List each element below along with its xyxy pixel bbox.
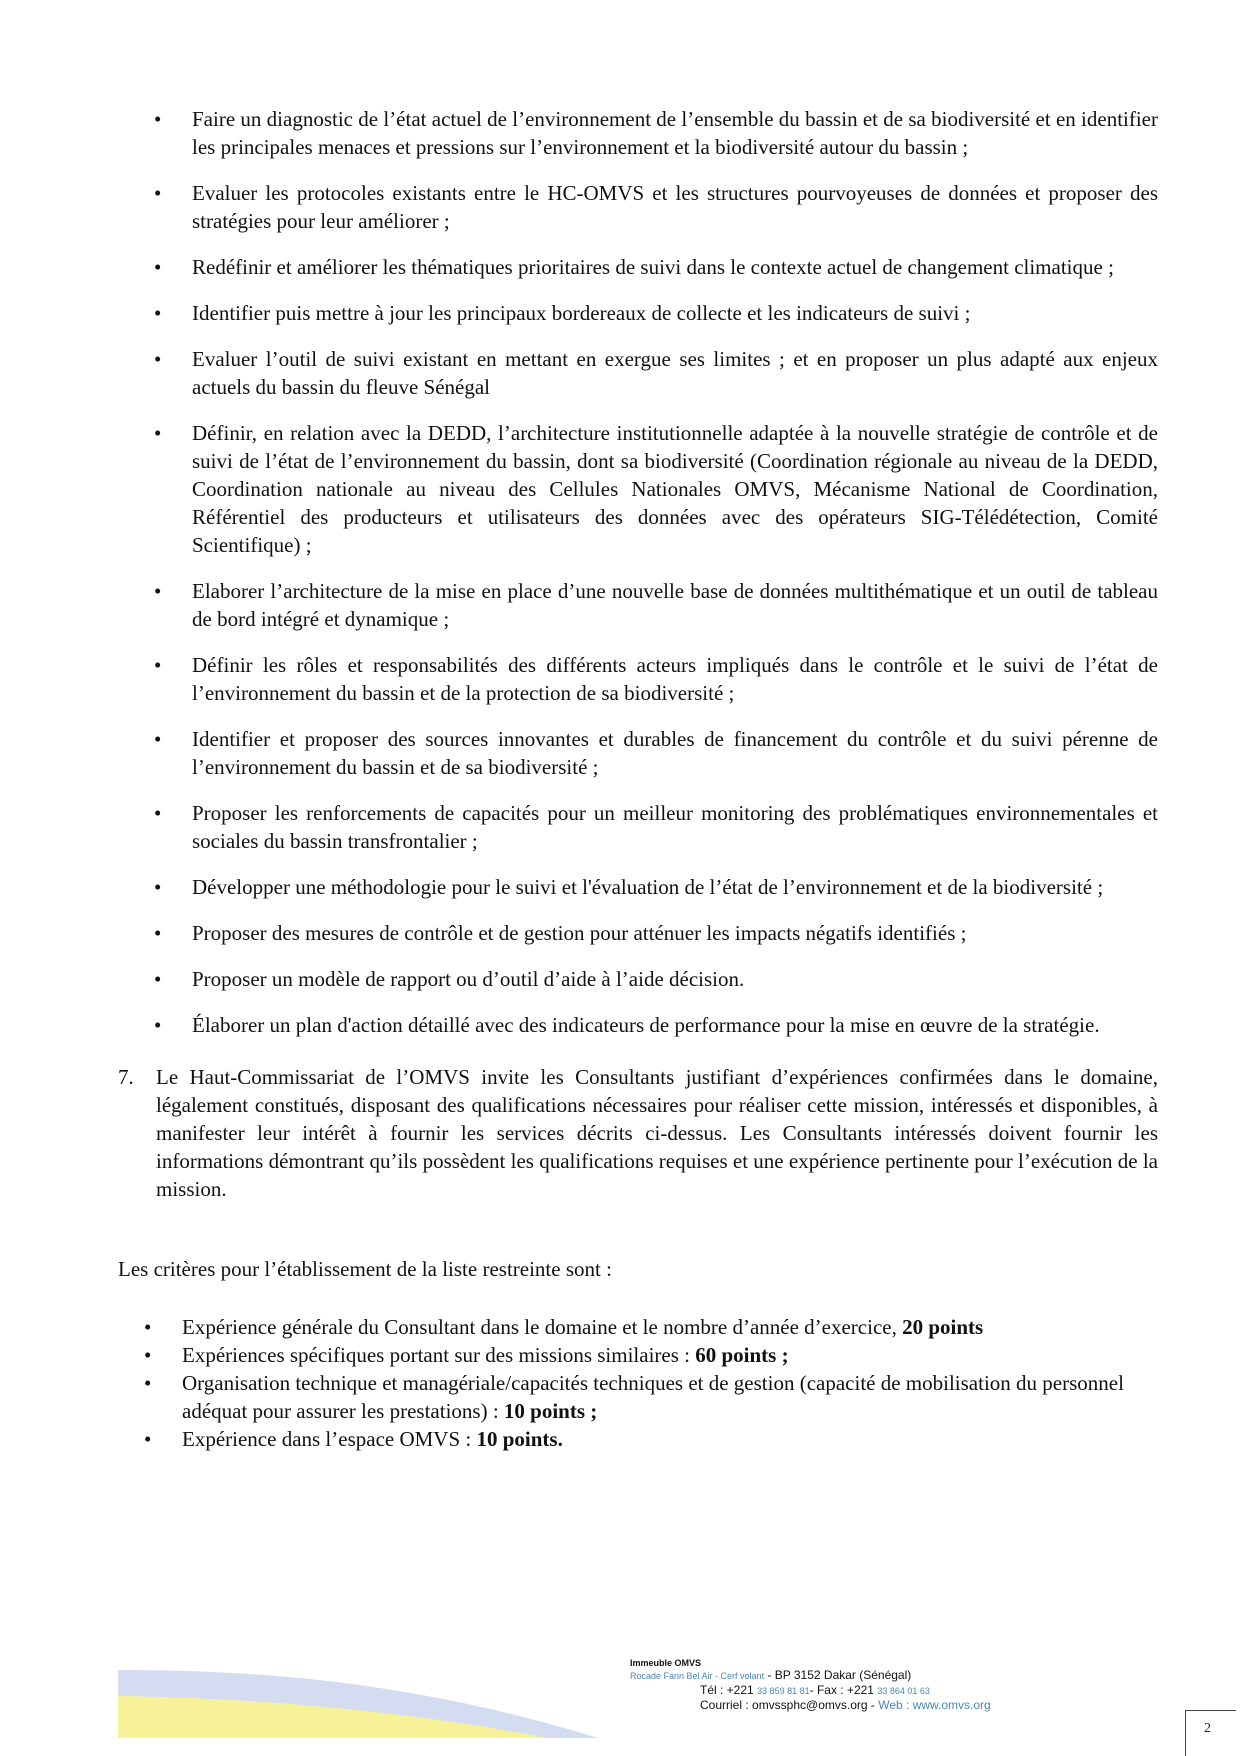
bullet-icon: • (154, 653, 162, 677)
task-item: • Définir, en relation avec la DEDD, l’architecture institutionnelle adaptée à la nouvelle stratégie de contrôle et de suivi de l’état de l’environnement du bassin, dont sa biodiversité (Coordination régionale au niveau de la DEDD, Coordination nationale au niveau des Cellules Nationales OMVS, Mécanisme National de Coordination, Référentiel des producteurs et utilisateurs des données avec des opérateurs SIG-Télédétection, Comité Scientifique) ; (154, 421, 1158, 557)
criteria-points: 10 points. (476, 1427, 563, 1451)
task-item: • Identifier et proposer des sources innovantes et durables de financement du contrôle et du suivi pérenne de l’environnement du bassin et de sa biodiversité ; (154, 727, 1158, 779)
task-item: • Proposer les renforcements de capacités pour un meilleur monitoring des problématiques environnementales et sociales du bassin transfrontalier ; (154, 801, 1158, 853)
footer-fax-number: 33 864 01 63 (877, 1686, 930, 1696)
footer-address: Rocade Fann Bel Air - Cerf volant - BP 3152 Dakar (Sénégal) (630, 1668, 912, 1682)
task-item: • Identifier puis mettre à jour les principaux bordereaux de collecte et les indicateurs de suivi ; (154, 301, 971, 325)
bullet-icon: • (154, 727, 162, 751)
footer-email: Courriel : omvssphc@omvs.org - (700, 1698, 879, 1712)
footer-email-web (630, 1698, 991, 1712)
task-item: • Elaborer l’architecture de la mise en place d’une nouvelle base de données multithématique et un outil de tableau de bord intégré et dynamique ; (154, 579, 1158, 631)
criteria-intro: Les critères pour l’établissement de la liste restreinte sont : (118, 1257, 612, 1281)
bullet-icon: • (154, 1013, 162, 1037)
task-item: • Définir les rôles et responsabilités des différents acteurs impliqués dans le contrôle et le suivi de l’état de l’environnement du bassin et de la protection de sa biodiversité ; (154, 653, 1158, 705)
footer-contact (630, 1658, 991, 1712)
bullet-icon: • (154, 875, 162, 899)
task-item: • Evaluer les protocoles existants entre le HC-OMVS et les structures pourvoyeuses de données et proposer des stratégies pour leur améliorer ; (154, 181, 1158, 233)
criteria-points: 60 points ; (695, 1343, 789, 1367)
section-number: 7. (118, 1065, 134, 1089)
bullet-icon: • (144, 1315, 152, 1339)
bullet-icon: • (154, 801, 162, 825)
bullet-icon: • (154, 421, 162, 445)
criteria-item: • Expérience dans l’espace OMVS : 10 points. (144, 1427, 563, 1451)
footer-tel-number: 33 859 81 81 (757, 1686, 810, 1696)
document-body (118, 105, 1158, 1453)
page-number: 2 (1204, 1721, 1211, 1736)
bullet-icon: • (154, 301, 162, 325)
page-number-box (1185, 1710, 1236, 1756)
task-item: • Redéfinir et améliorer les thématiques prioritaires de suivi dans le contexte actuel de changement climatique ; (154, 255, 1114, 279)
bullet-icon: • (144, 1371, 152, 1395)
footer-building: Immeuble OMVS (630, 1658, 702, 1668)
bullet-icon: • (144, 1343, 152, 1367)
criteria-item: • Organisation technique et managériale/capacités techniques et de gestion (capacité de mobilisation du personnel adéquat pour assurer les prestations) : 10 points ; (144, 1371, 1124, 1423)
task-item: • Élaborer un plan d'action détaillé avec des indicateurs de performance pour la mise en œuvre de la stratégie. (154, 1013, 1100, 1037)
criteria-item: • Expériences spécifiques portant sur des missions similaires : 60 points ; (144, 1343, 789, 1367)
criteria-item: • Expérience générale du Consultant dans le domaine et le nombre d’année d’exercice, 20 points (144, 1315, 984, 1339)
bullet-icon: • (154, 921, 162, 945)
bullet-icon: • (154, 579, 162, 603)
task-item: • Proposer un modèle de rapport ou d’outil d’aide à l’aide décision. (154, 967, 745, 991)
task-item: • Faire un diagnostic de l’état actuel de l’environnement de l’ensemble du bassin et de sa biodiversité et en identifier les principales menaces et pressions sur l’environnement et la biodiversité autour du bassin ; (154, 107, 1158, 159)
footer-web-link[interactable]: Web : www.omvs.org (878, 1698, 991, 1712)
task-list (118, 105, 1158, 1039)
criteria-list (118, 1313, 1158, 1453)
bullet-icon: • (144, 1427, 152, 1451)
criteria-points: 20 points (902, 1315, 984, 1339)
bullet-icon: • (154, 967, 162, 991)
task-item: • Proposer des mesures de contrôle et de gestion pour atténuer les impacts négatifs identifiés ; (154, 921, 967, 945)
task-item: • Développer une méthodologie pour le suivi et l'évaluation de l’état de l’environnement et de la biodiversité ; (154, 875, 1104, 899)
footer-phone-fax: Tél : +221 33 859 81 81- Fax : +221 33 864 01 63 (700, 1683, 930, 1697)
criteria-points: 10 points ; (503, 1399, 598, 1423)
bullet-icon: • (154, 347, 162, 371)
section-7-text: Le Haut-Commissariat de l’OMVS invite les Consultants justifiant d’expériences confirmées dans le domaine, légalement constitués, disposant des qualifications nécessaires pour réaliser cette mission, intéressés et disponibles, à manifester leur intérêt à fournir les services décrits ci-dessus. Les Consultants intéressés doivent fournir les informations démontrant qu’ils possèdent les qualifications requises et une expérience pertinente pour l’exécution de la mission. (156, 1065, 1158, 1201)
bullet-icon: • (154, 255, 162, 279)
section-7 (118, 1063, 1158, 1203)
bullet-icon: • (154, 107, 162, 131)
footer-decorative-band (118, 1668, 598, 1738)
bullet-icon: • (154, 181, 162, 205)
task-item: • Evaluer l’outil de suivi existant en mettant en exergue ses limites ; et en proposer un plus adapté aux enjeux actuels du bassin du fleuve Sénégal (154, 347, 1158, 399)
